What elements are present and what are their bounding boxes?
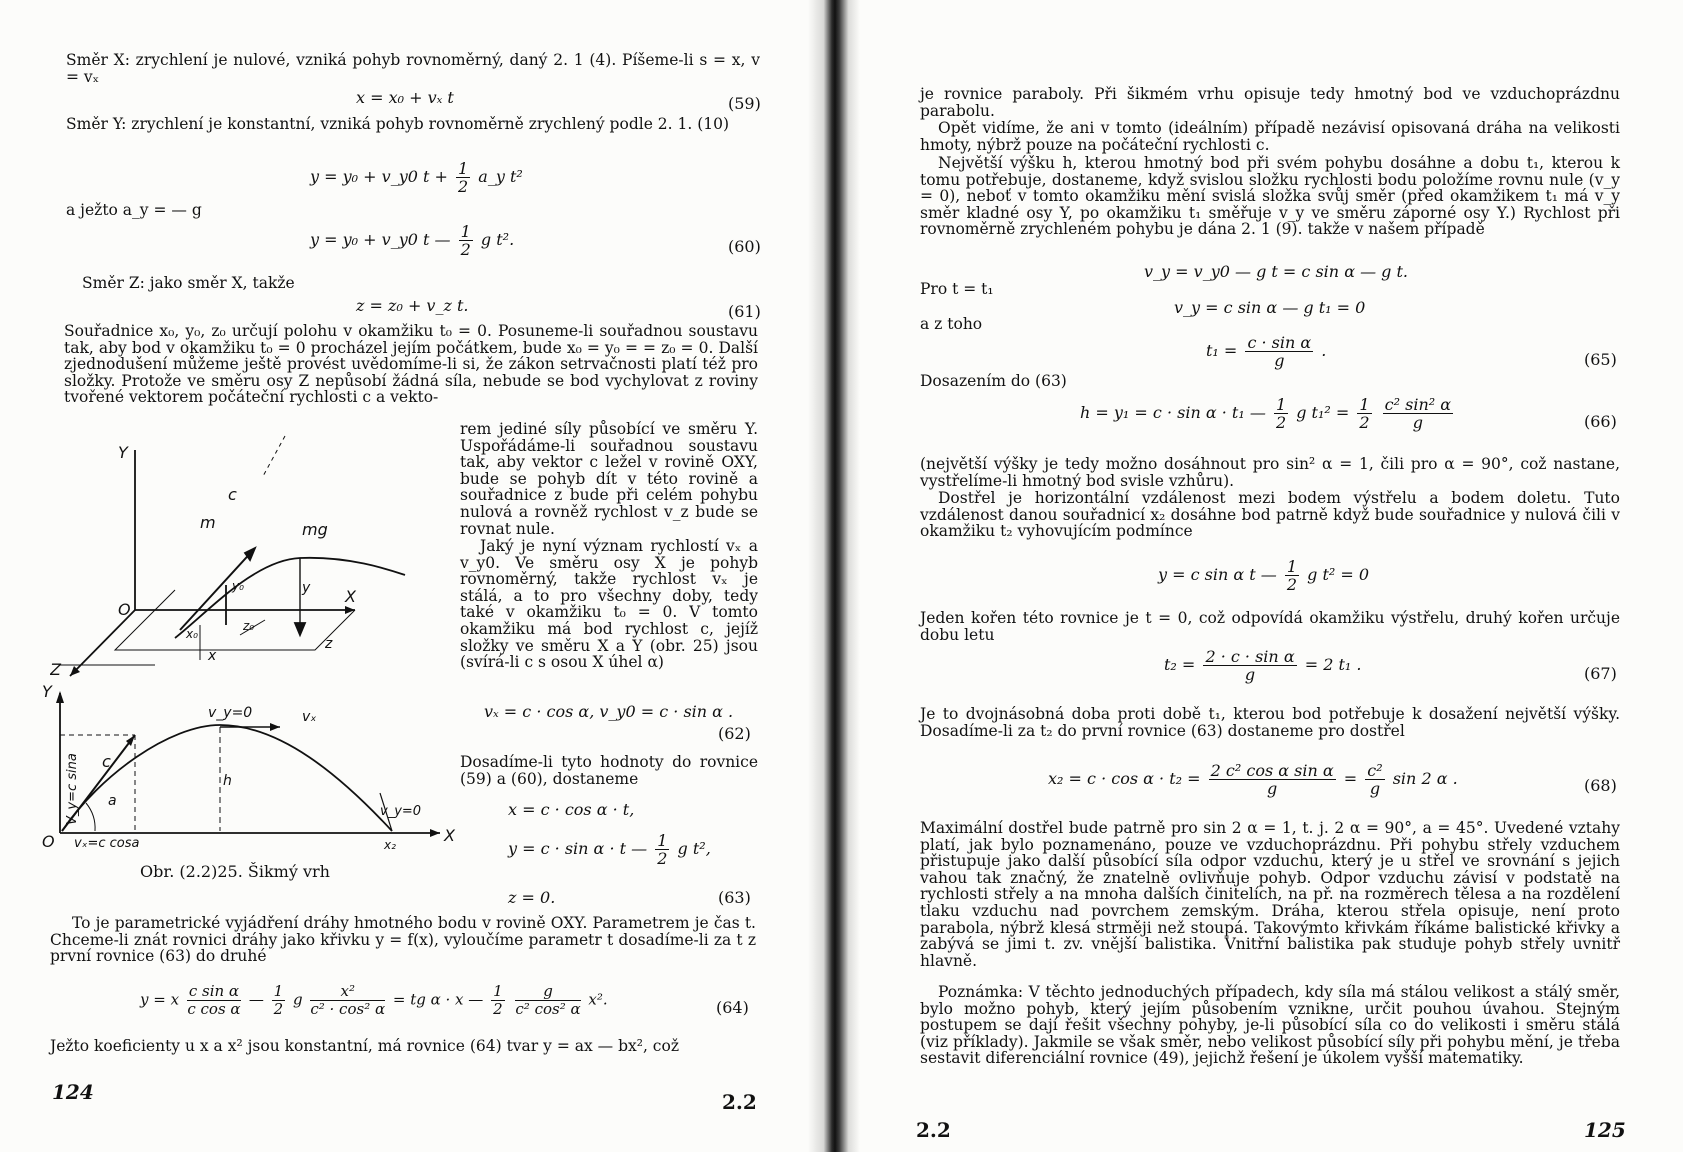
eq-66-mid: g t₁² = — [1296, 403, 1350, 422]
para-smer-y: Směr Y: zrychlení je konstantní, vzniká pohyb rovnoměrně zrychlený podle 2. 1. (10) — [66, 115, 730, 133]
page-124 — [0, 0, 810, 1152]
label-h: h — [223, 773, 232, 789]
eq-67-right: = 2 t₁ . — [1304, 655, 1362, 674]
section-number-left: 2.2 — [722, 1090, 757, 1114]
eq-63b — [508, 832, 711, 867]
x-arrowhead — [430, 829, 440, 837]
frac-num: c sin α — [188, 982, 240, 1000]
angle-arc — [86, 803, 95, 831]
eq-64-end: x². — [588, 990, 608, 1009]
para-nejvetsi-vysku: Největší výšku h, kterou hmotný bod při svém pohybu dosáhne a dobu t₁, kterou k tomu potřebuje, dostaneme, když svislou složku rychlosti bodu položíme rovnu nule (v_y = 0), neboť v tomto okamžiku mění svislá složka svůj směr (před okamžikem t₁ má v_y směr kladné osy Y, po okamžiku t₁ směřuje v_y ve směru záporné osy Y.) Rychlost při rovnoměrně zrychleném pohybu je dána 2. 1 (9). takže v našem případě — [920, 154, 1620, 239]
eq-condition — [1158, 558, 1369, 593]
eq-64-lead: y = x — [140, 990, 180, 1009]
label-angle: a — [108, 793, 117, 809]
figure-coordinate-system-3d — [50, 420, 460, 685]
eq-63a: x = c · cos α · t, — [508, 800, 635, 819]
velocity-extension — [262, 436, 285, 478]
eq-vy: v_y = v_y0 — g t = c sin α — g t. — [1144, 262, 1409, 281]
frac-num: 1 — [1359, 395, 1370, 414]
eq-64-frac-1 — [187, 983, 241, 1018]
label-a-z-toho: a z toho — [920, 315, 983, 333]
frac-num: 1 — [460, 222, 471, 241]
frac-num: 1 — [458, 159, 469, 178]
eq-64-frac-2 — [272, 983, 286, 1018]
eq-61-number: (61) — [728, 302, 761, 321]
eq-63-number: (63) — [718, 888, 751, 907]
para-dostrel: Dostřel je horizontální vzdálenost mezi bodem výstřelu a bodem doletu. Tuto vzdálenost danou souřadnicí x₂ dosáhne bod patrně když bude souřadnice y nulová čili v okamžiku t₂ vyhovujícím podmínce — [920, 489, 1620, 541]
label-X: X — [345, 587, 356, 606]
eq-64-number: (64) — [716, 998, 749, 1017]
eq-68-number: (68) — [1584, 776, 1617, 795]
label-x: x — [208, 648, 217, 664]
eq-64-frac-3 — [310, 983, 385, 1018]
label-X: X — [444, 826, 455, 845]
eq-64 — [140, 983, 608, 1018]
label-c: c — [228, 485, 237, 504]
frac-num: 1 — [493, 982, 503, 1000]
eq-59-number: (59) — [728, 94, 761, 113]
eq-64-mid: = tg α · x — — [392, 990, 484, 1009]
label-O: O — [118, 600, 131, 619]
eq-65-frac — [1245, 334, 1313, 369]
frac-den: c² · cos² α — [310, 1000, 386, 1018]
frac-den: 2 — [1275, 413, 1287, 432]
frac-num: c² sin² α — [1384, 395, 1452, 414]
para-nejvetsi-vysky-poznamka: (největší výšky je tedy možno dosáhnout pro sin² α = 1, čili pro α = 90°, což nastane, vystřelíme-li hmotný bod svisle vzhůru). — [920, 455, 1620, 490]
eq-61: z = z₀ + v_z t. — [356, 296, 469, 315]
frac-den: g — [1267, 779, 1278, 798]
para-smer-z: Směr Z: jako směr X, takže — [82, 274, 295, 292]
eq-y1 — [310, 160, 523, 195]
para-jeden-koren: Jeden kořen této rovnice je t = 0, což odpovídá okamžiku výstřelu, druhý kořen určuje dobu letu — [920, 609, 1620, 644]
frac-den: 2 — [460, 240, 471, 259]
eq-vy-zero: v_y = c sin α — g t₁ = 0 — [1174, 298, 1366, 317]
eq-67-left: t₂ = — [1164, 655, 1196, 674]
eq-68-eq: = — [1343, 769, 1358, 788]
label-y0: y₀ — [232, 579, 244, 593]
label-vy0-bottom: v_y=0 — [380, 804, 422, 819]
para-dvojnasobna: Je to dvojnásobná doba proti době t₁, kterou bod potřebuje k dosažení největší výšky. Dosadíme-li za t₂ do první rovnice (63) dostaneme pro dostřel — [920, 705, 1620, 740]
eq-65-number: (65) — [1584, 350, 1617, 369]
eq-62-number: (62) — [718, 724, 751, 743]
eq-60-number: (60) — [728, 237, 761, 256]
label-dosazenim: Dosazením do (63) — [920, 372, 1067, 390]
eq-68-end: sin 2 α . — [1392, 769, 1458, 788]
label-z: z — [325, 636, 333, 652]
frac-num: c² — [1367, 761, 1383, 780]
label-Z: Z — [50, 660, 61, 679]
frac-den: g — [1412, 413, 1423, 432]
half-fraction — [459, 223, 473, 258]
frac-den: 2 — [458, 177, 469, 196]
frac-den: g — [1369, 779, 1381, 798]
label-x0: x₀ — [186, 627, 198, 641]
label-x2: x₂ — [384, 838, 396, 852]
eq-68 — [1048, 762, 1458, 797]
page-number-right: 125 — [1584, 1118, 1626, 1142]
eq-66-number: (66) — [1584, 412, 1617, 431]
label-O: O — [42, 832, 55, 851]
eq-62: vₓ = c · cos α, v_y0 = c · sin α . — [484, 702, 734, 721]
frac-den: 2 — [493, 1000, 503, 1018]
para-dosadime: Dosadíme-li tyto hodnoty do rovnice (59) a (60), dostaneme — [460, 753, 758, 788]
eq-65-dot: . — [1321, 341, 1327, 360]
para-jezto-koeficienty: Ježto koeficienty u x a x² jsou konstantní, má rovnice (64) tvar y = ax — bx², což — [50, 1037, 679, 1055]
frac-num: 1 — [1286, 557, 1298, 576]
eq-y1-right: a_y t² — [478, 167, 523, 186]
eq-60-left: y = y₀ + v_y0 t — — [310, 230, 451, 249]
para-jezto: a ježto a_y = — g — [66, 201, 202, 219]
frac-den: c² cos² α — [515, 1000, 581, 1018]
eq-64-frac-4 — [491, 983, 505, 1018]
label-c: c — [102, 752, 111, 771]
para-jaky-je: Jaký je nyní význam rychlostí vₓ a v_y0. Ve směru osy X je pohyb rovnoměrný, takže rychlost vₓ je stálá, a to pro všechny doby, tedy také v okamžiku t₀ = 0. V tomto okamžiku má bod rychlost c, jejíž složky ve směru X a Y (obr. 25) jsou (svírá-li c s osou X úhel α) — [460, 537, 758, 672]
para-maximalni-dostrel: Maximální dostřel bude patrně pro sin 2 α = 1, t. j. 2 α = 90°, a = 45°. Uvedené vztahy platí, jak bylo poznamenáno, pouze ve vzduchoprázdnu. Při pohybu střely vzduchem přistupuje jako další působící síla odpor vzduchu, který je u střel ve srovnání s jejich vahou tak značný, že znatelně ovlivňuje pohyb. Odpor vzduchu závisí v podstatě na rychlosti střely a na mnoha dalších činitelích, na př. na rozměrech tělesa a na rozdělení tlaku vzduchu nad povrchem zemským. Dráha, kterou střela opisuje, není proto parabola, nýbrž klesá strměji než stoupá. Takovýmto křivkám říkáme balistické křivky a zabývá se jimi t. zv. vnější balistika. Vnitřní balistika pak studuje pohyb střely uvnitř hlavně. — [920, 819, 1620, 970]
frac-num: g — [515, 983, 580, 1001]
para-smer-x: Směr X: zrychlení je nulové, vzniká pohyb rovnoměrný, daný 2. 1 (4). Píšeme-li s = x, v = vₓ — [66, 51, 760, 86]
frac-num: 2 c² cos α sin α — [1210, 761, 1334, 780]
frac-num: 2 · c · sin α — [1205, 647, 1295, 666]
eq-68-frac-1 — [1209, 762, 1336, 797]
vx-arrowhead — [270, 723, 280, 731]
eq-66 — [1080, 396, 1456, 431]
x-arrowhead — [345, 606, 355, 614]
eq-64-minus: — — [248, 990, 264, 1009]
frac-num: x² — [310, 983, 385, 1001]
label-vy0-top: v_y=0 — [208, 705, 253, 721]
eq-66-lead: h = y₁ = c · sin α · t₁ — — [1080, 403, 1266, 422]
eq-66-frac-2 — [1357, 396, 1371, 431]
frac-num: c · sin α — [1247, 333, 1312, 352]
frac-num: 1 — [657, 831, 668, 850]
para-opet-vidime: Opět vidíme, že ani v tomto (ideálním) případě nezávisí opisovaná dráha na velikosti hmoty, nýbrž pouze na počáteční rychlosti c. — [920, 119, 1620, 154]
frac-den: 2 — [1359, 413, 1370, 432]
label-z0: z₀ — [243, 619, 255, 633]
frac-num: 1 — [1275, 395, 1287, 414]
label-pro-t1: Pro t = t₁ — [920, 280, 994, 298]
frac-den: 2 — [273, 1000, 284, 1018]
eq-64-g: g — [292, 990, 303, 1009]
y-arrowhead — [56, 691, 64, 703]
label-vx-c-cos: vₓ=c cosa — [74, 836, 140, 851]
label-Y: Y — [118, 443, 128, 462]
figure-caption: Obr. (2.2)25. Šikmý vrh — [140, 862, 330, 881]
eq-condition-lead: y = c sin α t — — [1158, 565, 1277, 584]
book-gutter — [808, 0, 860, 1152]
eq-67 — [1164, 648, 1362, 683]
figure-oblique-throw — [40, 685, 460, 855]
eq-63b-right: g t², — [677, 839, 711, 858]
label-vy-c-sin: V_y=c sina — [65, 753, 80, 825]
label-Y: Y — [42, 685, 52, 701]
eq-59: x = x₀ + vₓ t — [356, 88, 454, 107]
eq-67-number: (67) — [1584, 664, 1617, 683]
eq-63b-left: y = c · sin α · t — — [508, 839, 648, 858]
page-125 — [858, 0, 1683, 1152]
mg-arrowhead — [295, 623, 305, 635]
z-axis-line — [70, 610, 135, 676]
eq-65-left: t₁ = — [1206, 341, 1238, 360]
half-fraction — [655, 832, 669, 867]
frac-den: 2 — [1286, 575, 1298, 594]
eq-condition-end: g t² = 0 — [1307, 565, 1370, 584]
page-number-left: 124 — [52, 1080, 94, 1104]
eq-67-frac — [1203, 648, 1296, 683]
para-rovnice-paraboly: je rovnice paraboly. Při šikmém vrhu opisuje tedy hmotný bod ve vzduchoprázdnu parabolu. — [920, 85, 1620, 120]
eq-condition-frac — [1285, 558, 1299, 593]
frac-den: 2 — [657, 849, 668, 868]
frac-den: g — [1274, 351, 1285, 370]
frac-den: c cos α — [187, 1000, 241, 1018]
para-usporadame: rem jediné síly působící ve směru Y. Uspořádáme-li souřadnou soustavu tak, aby vektor c ležel v rovině OXY, bude se pohyb dít v této rovině a souřadnice z bude při celém pohybu nulová a rovněž rychlost v_z bude se rovnat nule. — [460, 420, 758, 538]
frac-den: g — [1244, 665, 1256, 684]
section-number-right: 2.2 — [916, 1118, 951, 1142]
label-m: m — [200, 513, 216, 532]
label-vx: vₓ — [302, 709, 317, 725]
label-mg: mg — [302, 520, 328, 539]
eq-64-frac-5 — [515, 983, 580, 1018]
eq-68-frac-2 — [1365, 762, 1384, 797]
eq-63c: z = 0. — [508, 888, 556, 907]
para-parametricke: To je parametrické vyjádření dráhy hmotného bodu v rovině OXY. Parametrem je čas t. Chceme-li znát rovnici dráhy jako křivku y = f(x), vyloučíme parametr t dosadíme-li za t z první rovnice (63) do druhé — [50, 914, 756, 966]
eq-66-frac-3 — [1383, 396, 1453, 431]
half-fraction — [456, 160, 470, 195]
label-y: y — [302, 580, 311, 596]
eq-66-frac-1 — [1274, 396, 1288, 431]
eq-68-lead: x₂ = c · cos α · t₂ = — [1048, 769, 1201, 788]
eq-y1-left: y = y₀ + v_y0 t + — [310, 167, 448, 186]
eq-60-right: g t². — [480, 230, 515, 249]
eq-65 — [1206, 334, 1326, 369]
para-souradnice: Souřadnice x₀, y₀, z₀ určují polohu v okamžiku t₀ = 0. Posuneme-li souřadnou soustavu tak, aby bod v okamžiku t₀ = 0 procházel jejím počátkem, bude x₀ = y₀ = = z₀ = 0. Další zjednodušení můžeme ještě provést uvědomíme-li si, že zákon setrvačnosti platí též pro složky. Protože ve směru osy Z nepůsobí žádná síla, nebude se bod vychylovat z roviny tvořené vektorem počáteční rychlosti c a vekto- — [64, 322, 758, 407]
para-poznamka: Poznámka: V těchto jednoduchých případech, kdy síla má stálou velikost a stálý směr, bylo možno pohyb, který jejím působením vznikne, určit pouhou úvahou. Stejným postupem se dají řešit všechny pohyby, je-li působící síla co do velikosti i směru stálá (viz příklady). Jakmile se však směr, nebo velikost působící síly při pohybu mění, je třeba sestavit diferenciální rovnice (49), jejichž řešení je úkolem vyšší matematiky. — [920, 983, 1620, 1068]
frac-num: 1 — [273, 982, 284, 1000]
floor-plane — [115, 590, 355, 650]
eq-60 — [310, 223, 514, 258]
